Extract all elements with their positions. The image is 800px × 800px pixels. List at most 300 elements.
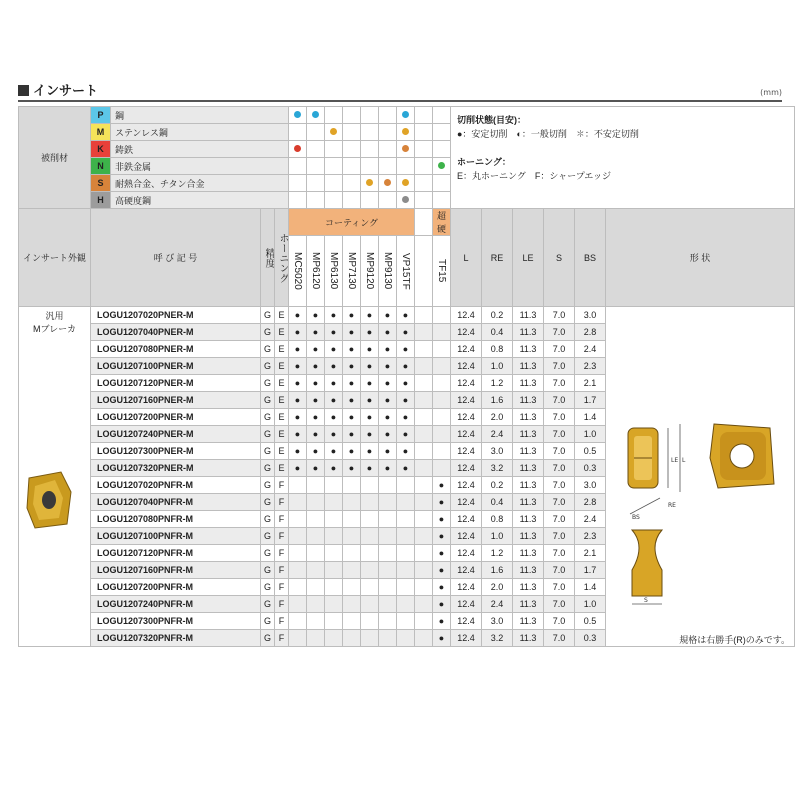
- designation-code: LOGU1207320PNER-M: [91, 460, 261, 477]
- grade-availability: [343, 528, 361, 545]
- dim-l: 12.4: [451, 477, 482, 494]
- header-precision: [261, 209, 275, 307]
- precision-value: G: [261, 443, 275, 460]
- tf15-availability: [433, 341, 451, 358]
- grade-availability: ●: [325, 375, 343, 392]
- material-suitability-tf15: [433, 175, 451, 192]
- dim-le: 11.3: [513, 392, 544, 409]
- precision-value: G: [261, 511, 275, 528]
- designation-code: LOGU1207240PNER-M: [91, 426, 261, 443]
- material-suitability: [307, 141, 325, 158]
- grade-availability: [379, 477, 397, 494]
- row-gap: [415, 443, 433, 460]
- dim-s: 7.0: [544, 358, 575, 375]
- dim-l: 12.4: [451, 630, 482, 647]
- material-suitability: [307, 107, 325, 124]
- suitability-icon: [402, 196, 409, 203]
- dim-l: 12.4: [451, 443, 482, 460]
- title-square-icon: [18, 85, 29, 96]
- grade-label: MP6130: [328, 252, 339, 290]
- grade-availability: [397, 477, 415, 494]
- material-suitability: [289, 107, 307, 124]
- honing-value: F: [275, 596, 289, 613]
- material-gap: [415, 124, 433, 141]
- grade-availability: ●: [289, 324, 307, 341]
- grade-availability: [361, 579, 379, 596]
- grade-availability: ●: [397, 392, 415, 409]
- designation-code: LOGU1207100PNFR-M: [91, 528, 261, 545]
- dim-le: 11.3: [513, 596, 544, 613]
- header-grade: [361, 236, 379, 307]
- row-gap: [415, 528, 433, 545]
- row-gap: [415, 375, 433, 392]
- precision-value: G: [261, 579, 275, 596]
- header-honing: [275, 209, 289, 307]
- dim-bs: 1.0: [575, 426, 606, 443]
- material-suitability: [343, 124, 361, 141]
- material-suitability: [289, 175, 307, 192]
- suitability-icon: [312, 111, 319, 118]
- material-suitability: [361, 192, 379, 209]
- dim-re: 0.8: [482, 341, 513, 358]
- header-grade: [379, 236, 397, 307]
- grade-availability: ●: [325, 307, 343, 324]
- dim-l: 12.4: [451, 392, 482, 409]
- suitability-icon: [402, 179, 409, 186]
- grade-availability: ●: [343, 409, 361, 426]
- table-row: [19, 307, 795, 324]
- honing-value: E: [275, 443, 289, 460]
- material-code: S: [91, 175, 111, 192]
- dim-le: 11.3: [513, 630, 544, 647]
- dim-le: 11.3: [513, 511, 544, 528]
- header-grade: [307, 236, 325, 307]
- material-code: M: [91, 124, 111, 141]
- tf15-availability: [433, 375, 451, 392]
- dim-re: 0.8: [482, 511, 513, 528]
- dim-s: 7.0: [544, 613, 575, 630]
- grade-availability: ●: [361, 324, 379, 341]
- grade-label: MP9130: [382, 252, 393, 290]
- grade-availability: [361, 477, 379, 494]
- material-suitability: [325, 124, 343, 141]
- grade-availability: [289, 630, 307, 647]
- designation-code: LOGU1207120PNER-M: [91, 375, 261, 392]
- tf15-availability: ●: [433, 528, 451, 545]
- tf15-availability: ●: [433, 494, 451, 511]
- tf15-availability: ●: [433, 579, 451, 596]
- grade-availability: [379, 511, 397, 528]
- material-suitability: [307, 192, 325, 209]
- honing-value: E: [275, 358, 289, 375]
- grade-availability: ●: [379, 409, 397, 426]
- dim-l: 12.4: [451, 511, 482, 528]
- grade-availability: ●: [307, 409, 325, 426]
- precision-value: G: [261, 630, 275, 647]
- grade-availability: ●: [325, 443, 343, 460]
- material-suitability: [325, 107, 343, 124]
- grade-availability: ●: [397, 409, 415, 426]
- dim-l: 12.4: [451, 579, 482, 596]
- section-title: インサート: [18, 80, 98, 99]
- header-grade: [289, 236, 307, 307]
- grade-availability: ●: [307, 358, 325, 375]
- grade-availability: [379, 528, 397, 545]
- dim-le: 11.3: [513, 341, 544, 358]
- header-carbide: 超硬: [433, 209, 451, 236]
- grade-availability: [325, 545, 343, 562]
- precision-value: G: [261, 562, 275, 579]
- grade-availability: [307, 596, 325, 613]
- grade-availability: ●: [343, 324, 361, 341]
- suitability-icon: [366, 179, 373, 186]
- material-suitability: [397, 124, 415, 141]
- dim-le: 11.3: [513, 562, 544, 579]
- grade-availability: [379, 562, 397, 579]
- grade-availability: ●: [361, 358, 379, 375]
- grade-availability: ●: [379, 426, 397, 443]
- grade-availability: [325, 528, 343, 545]
- grade-availability: ●: [379, 341, 397, 358]
- dim-bs: 0.5: [575, 443, 606, 460]
- material-suitability-tf15: [433, 124, 451, 141]
- grade-label: MC5020: [292, 252, 303, 290]
- honing-value: F: [275, 545, 289, 562]
- material-suitability: [307, 158, 325, 175]
- dim-bs: 2.3: [575, 358, 606, 375]
- material-suitability: [289, 192, 307, 209]
- dim-le: 11.3: [513, 460, 544, 477]
- grade-availability: ●: [343, 443, 361, 460]
- grade-availability: ●: [289, 341, 307, 358]
- precision-value: G: [261, 375, 275, 392]
- grade-availability: [397, 494, 415, 511]
- grade-availability: [361, 545, 379, 562]
- grade-availability: [379, 545, 397, 562]
- material-suitability: [379, 192, 397, 209]
- honing-value: E: [275, 375, 289, 392]
- dim-le: 11.3: [513, 426, 544, 443]
- precision-value: G: [261, 460, 275, 477]
- designation-code: LOGU1207200PNER-M: [91, 409, 261, 426]
- tf15-availability: ●: [433, 511, 451, 528]
- tf15-availability: [433, 392, 451, 409]
- grade-availability: [379, 579, 397, 596]
- material-suitability: [397, 192, 415, 209]
- material-gap: [415, 107, 433, 124]
- dim-le: 11.3: [513, 358, 544, 375]
- insert-shape-drawing: [622, 418, 782, 608]
- tf15-availability: ●: [433, 477, 451, 494]
- drawing-s-label: S: [644, 597, 648, 604]
- dim-l: 12.4: [451, 613, 482, 630]
- grade-availability: [397, 562, 415, 579]
- material-suitability-tf15: [433, 158, 451, 175]
- material-suitability: [397, 141, 415, 158]
- material-suitability: [379, 107, 397, 124]
- dim-re: 0.4: [482, 494, 513, 511]
- grade-availability: [343, 596, 361, 613]
- grade-availability: [397, 630, 415, 647]
- designation-code: LOGU1207200PNFR-M: [91, 579, 261, 596]
- row-gap: [415, 562, 433, 579]
- dim-bs: 2.1: [575, 545, 606, 562]
- header-dim-re: RE: [482, 209, 513, 307]
- material-suitability-tf15: [433, 107, 451, 124]
- dim-bs: 1.7: [575, 392, 606, 409]
- grade-availability: ●: [397, 443, 415, 460]
- grade-availability: ●: [343, 307, 361, 324]
- dim-bs: 2.3: [575, 528, 606, 545]
- grade-availability: ●: [307, 443, 325, 460]
- honing-value: E: [275, 307, 289, 324]
- dim-le: 11.3: [513, 579, 544, 596]
- grade-availability: [307, 630, 325, 647]
- dim-s: 7.0: [544, 307, 575, 324]
- drawing-le-label: LE: [671, 457, 679, 464]
- dim-bs: 2.4: [575, 511, 606, 528]
- row-gap: [415, 409, 433, 426]
- precision-value: G: [261, 358, 275, 375]
- row-gap: [415, 460, 433, 477]
- grade-availability: [289, 579, 307, 596]
- grade-availability: [289, 477, 307, 494]
- dim-re: 1.6: [482, 562, 513, 579]
- drawing-bs-label: BS: [632, 514, 640, 521]
- dim-bs: 1.7: [575, 562, 606, 579]
- dim-s: 7.0: [544, 324, 575, 341]
- legend-heading: 切削状態(目安)：: [457, 115, 526, 125]
- grade-label: MP6120: [310, 252, 321, 290]
- grade-availability: ●: [361, 341, 379, 358]
- material-name: 高硬度鋼: [111, 192, 289, 209]
- designation-code: LOGU1207040PNFR-M: [91, 494, 261, 511]
- dim-re: 3.0: [482, 613, 513, 630]
- dim-s: 7.0: [544, 375, 575, 392]
- header-precision-text: 精度: [263, 247, 274, 268]
- grade-availability: ●: [397, 375, 415, 392]
- designation-code: LOGU1207160PNER-M: [91, 392, 261, 409]
- dim-l: 12.4: [451, 358, 482, 375]
- dim-le: 11.3: [513, 477, 544, 494]
- grade-availability: [343, 545, 361, 562]
- unit-label: (mm): [760, 88, 782, 97]
- dim-l: 12.4: [451, 409, 482, 426]
- tf15-availability: ●: [433, 596, 451, 613]
- suitability-icon: [402, 111, 409, 118]
- tf15-availability: [433, 307, 451, 324]
- dim-l: 12.4: [451, 596, 482, 613]
- material-suitability: [343, 107, 361, 124]
- dim-re: 2.0: [482, 579, 513, 596]
- dim-s: 7.0: [544, 341, 575, 358]
- header-dim-s: S: [544, 209, 575, 307]
- grade-availability: ●: [325, 324, 343, 341]
- grade-label: VP15TF: [400, 252, 411, 290]
- grade-availability: ●: [325, 409, 343, 426]
- designation-code: LOGU1207080PNER-M: [91, 341, 261, 358]
- footnote: 規格は右勝手(R)のみです。: [679, 635, 791, 645]
- dim-l: 12.4: [451, 545, 482, 562]
- grade-availability: ●: [307, 324, 325, 341]
- grade-availability: ●: [307, 341, 325, 358]
- precision-value: G: [261, 613, 275, 630]
- grade-availability: [343, 579, 361, 596]
- dim-re: 3.2: [482, 630, 513, 647]
- dim-l: 12.4: [451, 307, 482, 324]
- grade-availability: [379, 494, 397, 511]
- dim-s: 7.0: [544, 579, 575, 596]
- insert-photo-icon: [25, 470, 75, 530]
- grade-availability: ●: [307, 460, 325, 477]
- grade-availability: ●: [325, 358, 343, 375]
- legend-honing-heading: ホーニング：: [457, 157, 511, 167]
- dim-l: 12.4: [451, 494, 482, 511]
- material-suitability: [361, 158, 379, 175]
- designation-code: LOGU1207320PNFR-M: [91, 630, 261, 647]
- honing-value: F: [275, 494, 289, 511]
- material-suitability: [343, 141, 361, 158]
- designation-code: LOGU1207300PNFR-M: [91, 613, 261, 630]
- dim-s: 7.0: [544, 596, 575, 613]
- precision-value: G: [261, 545, 275, 562]
- header-grade: [397, 236, 415, 307]
- designation-code: LOGU1207020PNER-M: [91, 307, 261, 324]
- drawing-re-label: RE: [668, 502, 676, 509]
- row-gap: [415, 579, 433, 596]
- honing-value: E: [275, 426, 289, 443]
- suitability-icon: [402, 145, 409, 152]
- suitability-icon: [438, 162, 445, 169]
- grade-availability: [289, 562, 307, 579]
- dim-re: 2.4: [482, 426, 513, 443]
- material-suitability: [397, 158, 415, 175]
- grade-availability: ●: [343, 358, 361, 375]
- legend-honing-items: E：丸ホーニング F：シャープエッジ: [457, 171, 612, 181]
- tf15-availability: ●: [433, 613, 451, 630]
- row-gap: [415, 324, 433, 341]
- dim-bs: 2.4: [575, 341, 606, 358]
- grade-availability: [361, 511, 379, 528]
- material-suitability: [379, 175, 397, 192]
- grade-availability: [325, 613, 343, 630]
- honing-value: F: [275, 613, 289, 630]
- material-gap: [415, 158, 433, 175]
- material-code: N: [91, 158, 111, 175]
- grade-availability: [289, 511, 307, 528]
- grade-availability: ●: [325, 341, 343, 358]
- dim-s: 7.0: [544, 511, 575, 528]
- honing-value: E: [275, 460, 289, 477]
- grade-label: MP7130: [346, 252, 357, 290]
- dim-s: 7.0: [544, 409, 575, 426]
- dim-s: 7.0: [544, 443, 575, 460]
- dim-s: 7.0: [544, 392, 575, 409]
- designation-code: LOGU1207020PNFR-M: [91, 477, 261, 494]
- material-name: 非鉄金属: [111, 158, 289, 175]
- dim-le: 11.3: [513, 613, 544, 630]
- dim-bs: 0.3: [575, 630, 606, 647]
- grade-label: MP9120: [364, 252, 375, 290]
- material-gap: [415, 175, 433, 192]
- dim-le: 11.3: [513, 324, 544, 341]
- grade-availability: [397, 528, 415, 545]
- dim-le: 11.3: [513, 545, 544, 562]
- grade-availability: [397, 545, 415, 562]
- honing-value: E: [275, 341, 289, 358]
- row-gap: [415, 596, 433, 613]
- grade-availability: [379, 613, 397, 630]
- dim-re: 1.2: [482, 375, 513, 392]
- designation-code: LOGU1207160PNFR-M: [91, 562, 261, 579]
- grade-availability: [307, 528, 325, 545]
- dim-bs: 0.3: [575, 460, 606, 477]
- material-code: P: [91, 107, 111, 124]
- grade-availability: ●: [289, 307, 307, 324]
- header-coating: コーティング: [289, 209, 415, 236]
- row-gap: [415, 307, 433, 324]
- grade-availability: ●: [361, 392, 379, 409]
- grade-availability: [289, 596, 307, 613]
- dim-l: 12.4: [451, 562, 482, 579]
- header-shape: 形 状: [606, 209, 795, 307]
- grade-availability: [361, 613, 379, 630]
- grade-availability: ●: [397, 324, 415, 341]
- dim-bs: 0.5: [575, 613, 606, 630]
- dim-re: 1.2: [482, 545, 513, 562]
- tf15-availability: ●: [433, 545, 451, 562]
- header-grade-tf15: [433, 236, 451, 307]
- grade-availability: ●: [289, 375, 307, 392]
- header-gap: [415, 236, 433, 307]
- grade-availability: [343, 613, 361, 630]
- dim-s: 7.0: [544, 630, 575, 647]
- group-label: 汎用 Mブレーカ: [19, 307, 91, 647]
- dim-le: 11.3: [513, 528, 544, 545]
- header-grade: [343, 236, 361, 307]
- grade-availability: ●: [343, 460, 361, 477]
- grade-availability: ●: [307, 375, 325, 392]
- grade-availability: ●: [289, 460, 307, 477]
- grade-availability: ●: [361, 409, 379, 426]
- grade-availability: [325, 477, 343, 494]
- honing-value: F: [275, 477, 289, 494]
- material-suitability: [379, 124, 397, 141]
- dim-s: 7.0: [544, 477, 575, 494]
- grade-availability: [307, 477, 325, 494]
- grade-availability: ●: [397, 460, 415, 477]
- precision-value: G: [261, 392, 275, 409]
- grade-availability: ●: [307, 307, 325, 324]
- dim-bs: 1.4: [575, 409, 606, 426]
- dim-l: 12.4: [451, 528, 482, 545]
- grade-availability: ●: [397, 358, 415, 375]
- dim-l: 12.4: [451, 341, 482, 358]
- material-suitability: [307, 124, 325, 141]
- dim-le: 11.3: [513, 375, 544, 392]
- tf15-availability: [433, 460, 451, 477]
- dim-l: 12.4: [451, 426, 482, 443]
- precision-value: G: [261, 426, 275, 443]
- grade-availability: [397, 579, 415, 596]
- dim-le: 11.3: [513, 409, 544, 426]
- header-dim-le: LE: [513, 209, 544, 307]
- honing-value: F: [275, 630, 289, 647]
- grade-availability: [325, 579, 343, 596]
- material-name: ステンレス鋼: [111, 124, 289, 141]
- row-gap: [415, 341, 433, 358]
- grade-availability: [343, 630, 361, 647]
